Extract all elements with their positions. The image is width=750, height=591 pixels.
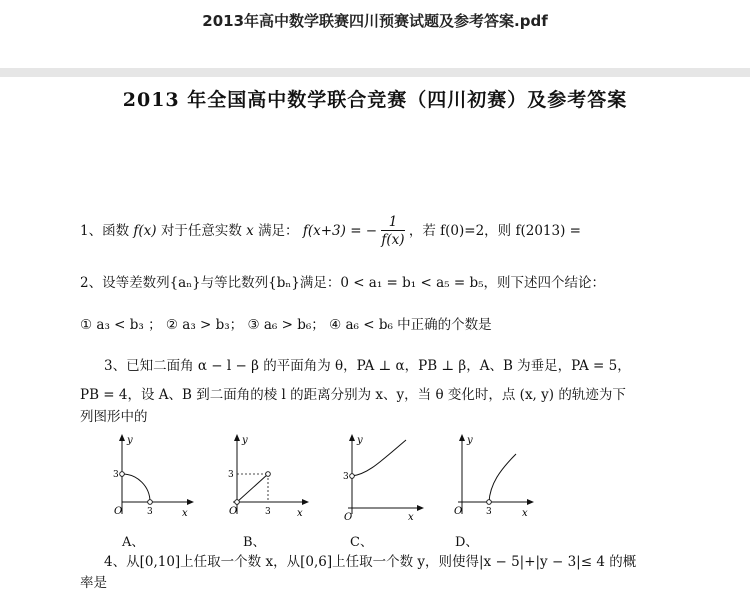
a-tick-x: 3 — [147, 507, 153, 517]
a-tick-y: 3 — [113, 470, 119, 480]
q1-cond: 满足： — [258, 223, 299, 239]
question-2-line-1: 2、设等差数列{aₙ}与等比数列{bₙ}满足：0 < a₁ = b₁ < a₅ = b₅，则下述四个结论： — [80, 275, 606, 291]
b-axis-y: y — [242, 435, 248, 446]
viewer-header — [0, 0, 750, 68]
b-origin: O — [229, 506, 238, 517]
d-axis-y: y — [467, 435, 473, 446]
graph-option-d — [450, 432, 540, 522]
q1-fx: f(x) — [133, 223, 157, 239]
file-title: 2013年高中数学联赛四川预赛试题及参考答案.pdf — [202, 12, 548, 30]
option-b-label: B、 — [243, 535, 266, 550]
q1-lhs: f(x+3) = − — [302, 223, 378, 239]
question-3-line-2: PB = 4，设 A、B 到二面角的棱 l 的距离分别为 x、y，当 θ 变化时，点 (x, y) 的轨迹为下 — [80, 387, 626, 403]
b-axis-x: x — [297, 508, 303, 519]
option-c-label: C、 — [350, 535, 373, 550]
d-origin: O — [454, 506, 463, 517]
graph-option-a — [110, 432, 200, 522]
option-a-label: A、 — [122, 535, 145, 550]
d-tick-x: 3 — [486, 507, 492, 517]
b-tick-x: 3 — [265, 507, 271, 517]
question-4-line-1: 4、从[0,10]上任取一个数 x，从[0,6]上任取一个数 y，则使得|x − 5|+|y − 3|≤ 4 的概 — [104, 554, 637, 570]
a-origin: O — [114, 506, 123, 517]
q1-x: x — [246, 223, 254, 239]
a-axis-x: x — [182, 508, 188, 519]
question-1 — [80, 214, 581, 249]
c-origin: O — [344, 512, 353, 522]
option-d-label: D、 — [455, 535, 479, 550]
c-axis-y: y — [357, 435, 363, 446]
q1-mid: 对于任意实数 — [160, 223, 242, 239]
question-3-line-1: 3、已知二面角 α − l − β 的平面角为 θ，PA ⊥ α，PB ⊥ β，A、B 为垂足，PA = 5， — [104, 358, 631, 374]
question-2-line-2: ① a₃ < b₃ ； ② a₃ > b₃； ③ a₆ > b₆； ④ a₆ < b₆ 中正确的个数是 — [80, 317, 492, 333]
b-tick-y: 3 — [228, 470, 234, 480]
q1-fraction — [381, 214, 404, 249]
q1-prefix: 1、函数 — [80, 223, 130, 239]
q1-numerator: 1 — [381, 214, 404, 231]
graph-option-b — [225, 432, 315, 522]
q1-given: ，若 f(0)=2，则 f(2013) = — [408, 223, 581, 239]
question-3-line-3: 列图形中的 — [80, 409, 148, 425]
d-axis-x: x — [522, 508, 528, 519]
question-4-line-2: 率是 — [80, 575, 107, 591]
graph-option-c — [340, 432, 430, 522]
q1-denominator: f(x) — [381, 232, 405, 248]
c-tick-y: 3 — [343, 472, 349, 482]
c-axis-x: x — [408, 512, 414, 522]
document-heading: 2013 年全国高中数学联合竞赛（四川初赛）及参考答案 — [122, 89, 628, 111]
header-divider — [0, 68, 750, 77]
a-axis-y: y — [127, 435, 133, 446]
